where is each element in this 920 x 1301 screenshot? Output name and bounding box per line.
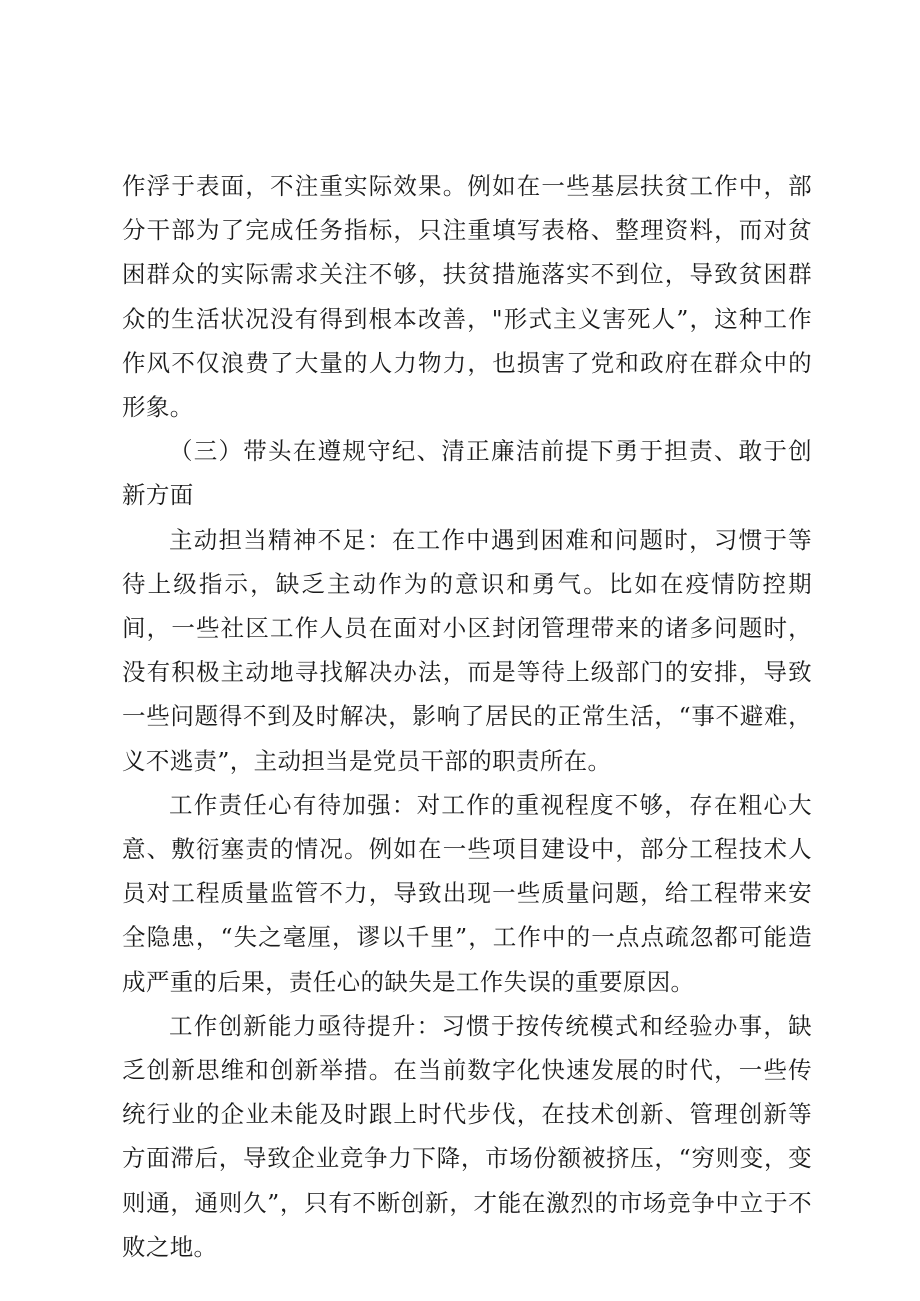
document-body bbox=[122, 164, 812, 1269]
paragraph-initiative: 主动担当精神不足：在工作中遇到困难和问题时，习惯于等待上级指示，缺乏主动作为的意识和勇气。比如在疫情防控期间，一些社区工作人员在面对小区封闭管理带来的诸多问题时，没有积极主动地寻找解决办法，而是等待上级部门的安排，导致一些问题得不到及时解决，影响了居民的正常生活，“事不避难，义不逃责”，主动担当是党员干部的职责所在。 bbox=[122, 525, 812, 775]
paragraph-innovation: 工作创新能力亟待提升：习惯于按传统模式和经验办事，缺乏创新思维和创新举措。在当前数字化快速发展的时代，一些传统行业的企业未能及时跟上时代步伐，在技术创新、管理创新等方面滞后，导致企业竞争力下降，市场份额被挤压，“穷则变，变则通，通则久”，只有不断创新，才能在激烈的市场竞争中立于不败之地。 bbox=[122, 1011, 812, 1261]
paragraph-responsibility: 工作责任心有待加强：对工作的重视程度不够，存在粗心大意、敷衍塞责的情况。例如在一些项目建设中，部分工程技术人员对工程质量监管不力，导致出现一些质量问题，给工程带来安全隐患，“失之毫厘，谬以千里”，工作中的一点点疏忽都可能造成严重的后果，责任心的缺失是工作失误的重要原因。 bbox=[122, 790, 812, 996]
paragraph-continuation: 作浮于表面，不注重实际效果。例如在一些基层扶贫工作中，部分干部为了完成任务指标，只注重填写表格、整理资料，而对贫困群众的实际需求关注不够，扶贫措施落实不到位，导致贫困群众的生活状况没有得到根本改善，"形式主义害死人”，这种工作作风不仅浪费了大量的人力物力，也损害了党和政府在群众中的形象。 bbox=[122, 172, 812, 422]
section-heading-3: （三）带头在遵规守纪、清正廉洁前提下勇于担责、敢于创新方面 bbox=[122, 437, 812, 510]
